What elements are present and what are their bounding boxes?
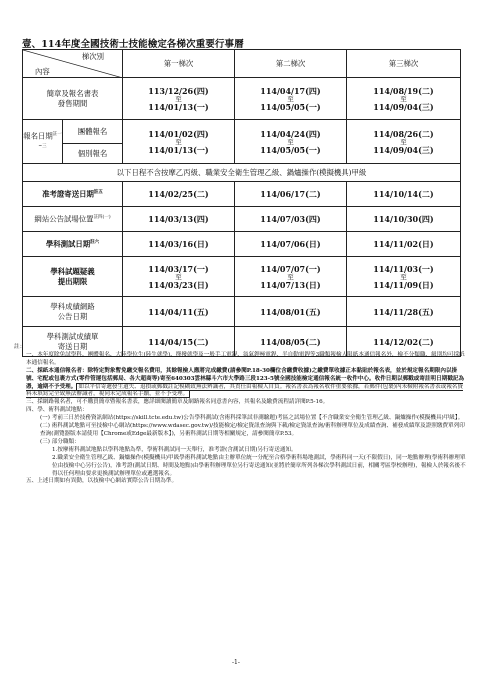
brochure-stage-3 — [347, 78, 461, 120]
admission-label: 准考證寄送日期 — [42, 189, 94, 199]
exam-stage-2: 114/07/06(日) — [235, 232, 347, 257]
website-note: 註四(一) — [93, 215, 111, 221]
doubt-stage-3 — [347, 257, 461, 297]
mail-label: 學科測試成績單 寄送日期 — [23, 327, 123, 357]
note-4: 四、學、術科測試地點： — [26, 407, 88, 414]
note-4-3-1: 1.按摩術科測試地點以學科地點為準，學術科測試同一天舉行，准考證(含測試日期)另行寄送通知。 — [52, 446, 297, 453]
date-from: 114/04/24(四) — [260, 128, 321, 139]
registration-label-cell — [23, 120, 63, 164]
stage-header-3: 第三梯次 — [347, 50, 461, 78]
exam-label: 學科測試日期 — [45, 239, 91, 249]
date-sep: 至 — [175, 272, 182, 281]
date-from: 114/07/07(一) — [260, 263, 321, 274]
admission-stage-3: 114/10/14(二) — [347, 182, 461, 207]
date-to: 114/05/05(一) — [260, 101, 321, 112]
exam-stage-3: 114/11/02(日) — [347, 232, 461, 257]
date-sep: 至 — [287, 272, 294, 281]
date-from: 113/12/26(四) — [148, 85, 209, 96]
header-corner-top: 梯次別 — [81, 52, 104, 61]
doubt-stage-1 — [123, 257, 235, 297]
website-stage-2: 114/07/03(四) — [235, 207, 347, 232]
online-label: 學科成績網路 公告日期 — [23, 297, 123, 327]
note-3: 三、採網路報名者，可不購買簡章暨報名書表，應詳細閱讀簡章及網路報名同意書內容，其報名及繳費流程請詳閱P.5-16。 — [26, 399, 329, 406]
date-from: 114/01/02(四) — [148, 128, 209, 139]
page-title: 壹、114年度全國技術士技能檢定各梯次重要行事曆 — [22, 39, 244, 50]
website-label: 網站公告試場位置 — [34, 214, 94, 224]
note-2-main: 二、採紙本通信報名者：除特定對象暫免繳交報名費用，其餘報檢人應將完成繳費(請參閱P.18-30欄位含繳費收據)之繳費單收據正本黏貼於報名表，並於規定報名期限內以掛號、宅配或包裹方式(零件管運包括郵局、各大超商等)寄至640303雲林縣斗六市大學路三段123-5號全國技能檢定通信報名統一收件中心。收件日期以郵戳或寄註明日期戳記為憑，逾期不予受理。 — [26, 367, 465, 390]
website-label-cell — [23, 207, 123, 232]
date-to: 114/01/13(一) — [148, 144, 209, 155]
admission-label-cell — [23, 182, 123, 207]
note-4-1: (一) 考前三日於技務資訊網站(https://skill.tcte.edu.tw)公告學科測試(含術科採筆試非測驗題)考區之試場位置【不含職業安全衛生管理乙級、鍋爐操作(模擬機具)甲級】。 — [40, 415, 464, 422]
individual-label: 個別報名 — [63, 144, 123, 164]
date-sep: 至 — [175, 137, 182, 146]
date-from: 114/04/17(四) — [260, 85, 321, 96]
brochure-stage-1 — [123, 78, 235, 120]
online-stage-1: 114/04/11(五) — [123, 297, 235, 327]
date-from: 114/08/26(二) — [373, 128, 434, 139]
group-label: 團體報名 — [63, 120, 123, 144]
date-to: 114/07/13(日) — [260, 279, 321, 290]
note-4-3-2: 2.職業安全衛生管理乙級、鍋爐操作(模擬機具)甲級學術科測試地點由主辦單位統一分配至合格學術科場地測試，學術科同一天(不限假日)，同一地點辦理(學術科辦理單位由技檢中心另行公告)，准考證(測試日期、時間及地點)由學術科辦理單位另行寄送通知(並將於簡章所列各梯次學科測試日前，相關考區學校辦理)，報檢人於報名後不得以任何理由要求更換測試辦理單位或遞選報名。 — [52, 454, 466, 477]
stage-header-2: 第二梯次 — [235, 50, 347, 78]
registration-stage-2 — [235, 120, 347, 164]
online-stage-3: 114/11/28(五) — [347, 297, 461, 327]
note-1: 一、本年度除免試學科、團體報名、大陸學位生(陸生就學)、擇撥就學及一般手工電銲、氬氣銲極電銲、半自動電銲等3職類報檢人限紙本通信報名外，檢不分類職、級別均可採紙本通信報名。 — [26, 351, 465, 366]
date-sep: 至 — [175, 94, 182, 103]
note-4-3: (三) 部分職類： — [40, 438, 80, 445]
schedule-table — [22, 49, 461, 357]
header-corner-bottom: 內容 — [35, 67, 50, 76]
mail-stage-3: 114/12/02(二) — [347, 327, 461, 357]
brochure-stage-2 — [235, 78, 347, 120]
date-to: 114/03/23(日) — [148, 279, 209, 290]
registration-stage-1 — [123, 120, 235, 164]
notes-heading: 註： — [14, 344, 26, 350]
website-stage-3: 114/10/30(四) — [347, 207, 461, 232]
admission-stage-2: 114/06/17(二) — [235, 182, 347, 207]
registration-label: 報名日期 — [23, 131, 53, 141]
admission-note: 註五 — [93, 190, 103, 196]
page-number: -1- — [232, 659, 240, 666]
admission-stage-1: 114/02/25(二) — [123, 182, 235, 207]
note-2 — [14, 368, 466, 400]
date-to: 114/05/05(一) — [260, 144, 321, 155]
registration-note: 註一~三 — [38, 132, 62, 149]
stage-header-1: 第一梯次 — [123, 50, 235, 78]
exam-label-cell — [23, 232, 123, 257]
divider-row: 以下日程不含按摩乙丙級、職業安全衛生管理乙級、鍋爐操作(模擬機具)甲級 — [23, 164, 461, 182]
notes-section — [14, 344, 466, 486]
date-sep: 至 — [287, 94, 294, 103]
date-to: 114/01/13(一) — [148, 101, 209, 112]
date-to: 114/09/04(三) — [373, 144, 434, 155]
note-2-warning: 如以平信寄遞發生遺失、退損或郵戳註記模糊致無法辨識者，其責任由報檢人自負。報名書表為報名收件重要依據，若郵件(包裹)內未檢附報名書表或報名資料未填寫完全致無法辦識者，視同未完成報名手續，並不予受理。 — [26, 383, 464, 398]
registration-stage-3 — [347, 120, 461, 164]
website-stage-1: 114/03/13(四) — [123, 207, 235, 232]
online-stage-2: 114/08/01(五) — [235, 297, 347, 327]
exam-note: 註六 — [90, 240, 100, 246]
brochure-label: 簡章及報名書表 發售期間 — [23, 78, 123, 120]
doubt-label: 學科試題疑義 提出期限 — [23, 257, 123, 297]
exam-stage-1: 114/03/16(日) — [123, 232, 235, 257]
note-4-2: (二) 術科測試地點可至技檢中心網站(https://www.wdasec.gov.tw)/技能檢定/檢定資訊查詢與下載/檢定資訊查詢/術科辦理單位及成績查詢、補發成績單及證照缴費單列印查詢(測覽器版本請使用【Chrome或Edge最新版本】)，另術科測試日期等相關規定，請參閱簡章P.53。 — [40, 423, 465, 437]
date-sep: 至 — [400, 272, 407, 281]
date-sep: 至 — [287, 137, 294, 146]
date-sep: 至 — [400, 94, 407, 103]
date-to: 114/09/04(三) — [373, 101, 434, 112]
doubt-stage-2 — [235, 257, 347, 297]
date-from: 114/08/19(二) — [373, 85, 434, 96]
mail-stage-2: 114/08/05(二) — [235, 327, 347, 357]
date-sep: 至 — [400, 137, 407, 146]
header-corner-cell — [23, 50, 123, 78]
mail-stage-1: 114/04/15(二) — [123, 327, 235, 357]
date-to: 114/11/09(日) — [373, 279, 434, 290]
note-5: 五、上述日期如有異動，以技檢中心網站實際公告日期為準。 — [26, 478, 178, 485]
date-from: 114/03/17(一) — [148, 263, 209, 274]
date-from: 114/11/03(一) — [373, 263, 434, 274]
